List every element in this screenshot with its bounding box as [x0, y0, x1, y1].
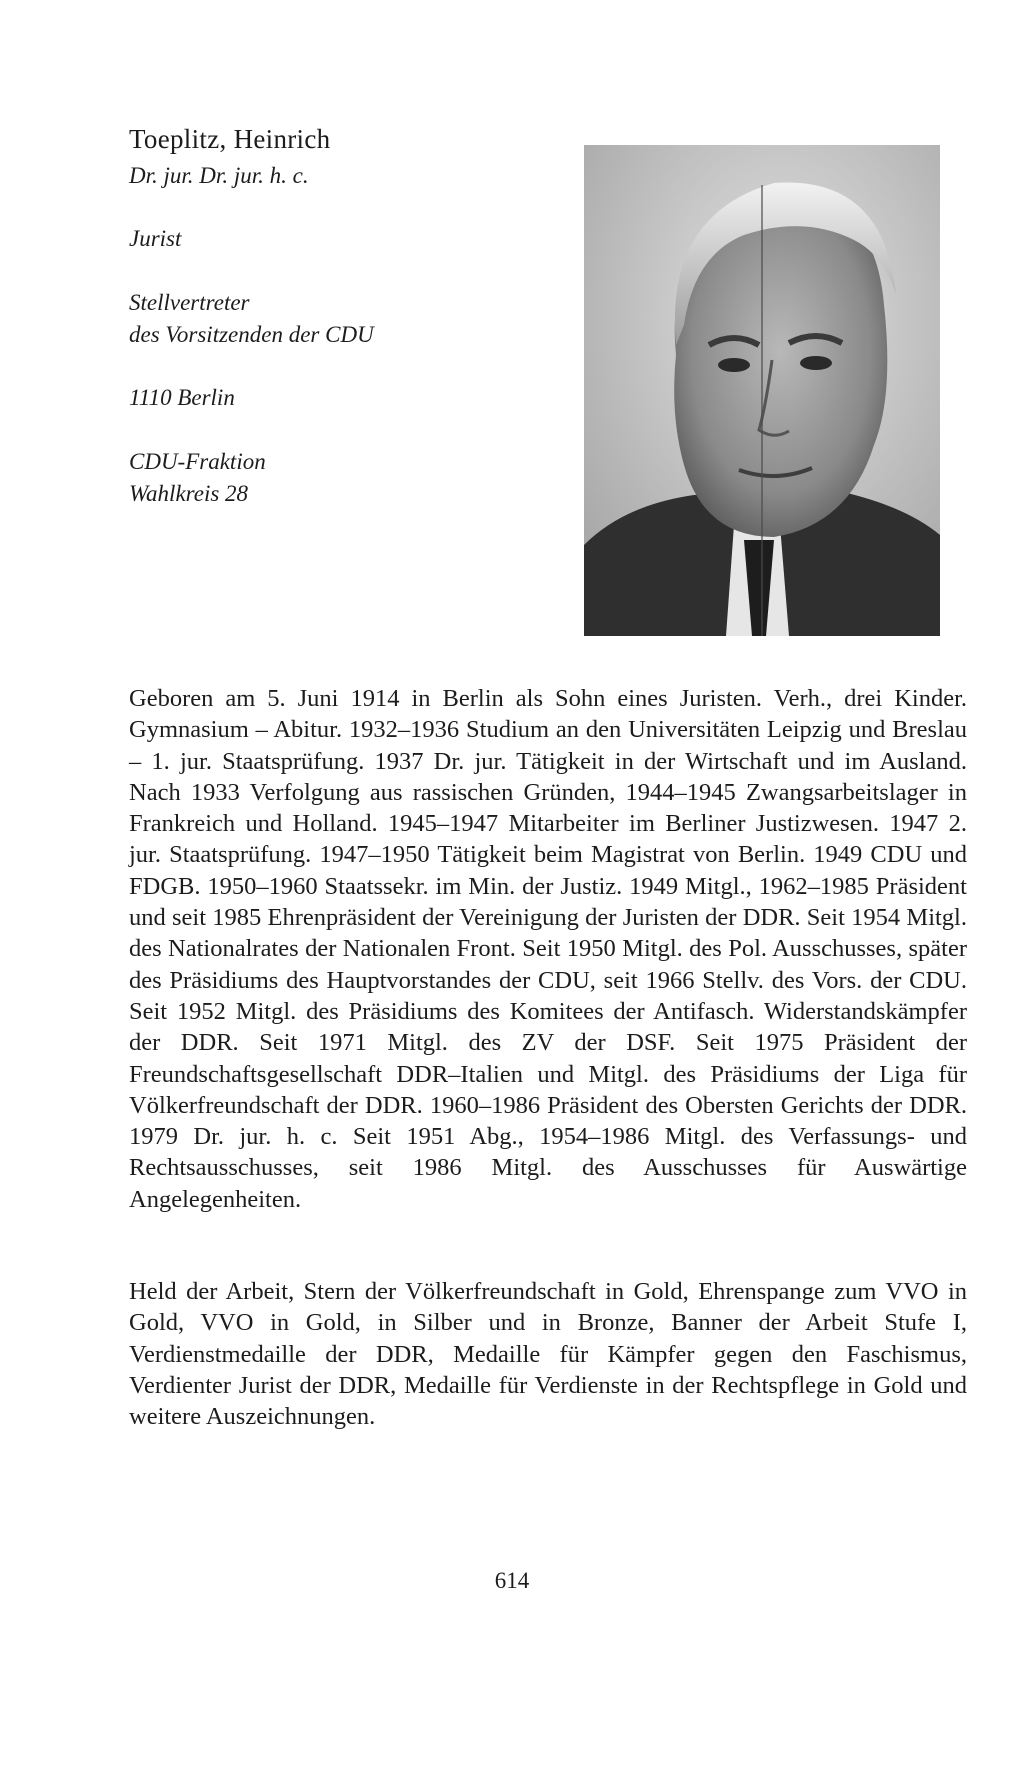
degree-block — [129, 160, 309, 192]
constituency: Wahlkreis 28 — [129, 481, 249, 506]
awards-text: Held der Arbeit, Stern der Völkerfreundschaft in Gold, Ehrenspange zum VVO in Gold, VVO in Gold, in Silber und in Bronze, Banner der Arbeit Stufe I, Verdienstmedaille der DDR, Medaille für Kämpfer gegen den Faschismus, Verdienter Jurist der DDR, Medaille für Verdienste in der Rechtspflege in Gold und weitere Auszeichnungen. — [129, 1278, 967, 1431]
profession-block — [129, 223, 181, 255]
profession: Jurist — [129, 226, 182, 251]
position-line-1: Stellvertreter — [129, 290, 250, 315]
page-number: 614 — [494, 1568, 530, 1593]
position-block — [129, 287, 374, 351]
person-name: Toeplitz, Heinrich — [129, 124, 331, 154]
academic-degree: Dr. jur. Dr. jur. h. c. — [129, 163, 309, 188]
position-line-2: des Vorsitzenden der CDU — [129, 322, 374, 347]
address-block — [129, 382, 235, 414]
faction: CDU-Fraktion — [129, 449, 266, 474]
portrait-photo — [584, 145, 940, 636]
faction-block — [129, 446, 266, 510]
address: 1110 Berlin — [129, 385, 235, 410]
portrait-image — [584, 145, 940, 636]
biography-text: Geboren am 5. Juni 1914 in Berlin als Sohn eines Juristen. Verh., drei Kinder. Gymnasium – Abitur. 1932–1936 Studium an den Universitäten Leipzig und Breslau – 1. jur. Staatsprüfung. 1937 Dr. jur. Tätigkeit in der Wirtschaft und im Ausland. Nach 1933 Verfolgung aus rassischen Gründen, 1944–1945 Zwangsarbeitslager in Frankreich und Holland. 1945–1947 Mitarbeiter im Berliner Justizwesen. 1947 2. jur. Staatsprüfung. 1947–1950 Tätigkeit beim Magistrat von Berlin. 1949 CDU und FDGB. 1950–1960 Staatssekr. im Min. der Justiz. 1949 Mitgl., 1962–1985 Präsident und seit 1985 Ehrenpräsident der Vereinigung der Juristen der DDR. Seit 1954 Mitgl. des Nationalrates der Nationalen Front. Seit 1950 Mitgl. des Pol. Ausschusses, später des Präsidiums des Hauptvorstandes der CDU, seit 1966 Stellv. des Vors. der CDU. Seit 1952 Mitgl. des Präsidiums des Komitees der Antifasch. Widerstandskämpfer der DDR. Seit 1971 Mitgl. des ZV der DSF. Seit 1975 Präsident der Freundschaftsgesellschaft DDR–Italien und Mitgl. des Präsidiums der Liga für Völkerfreundschaft der DDR. 1960–1986 Präsident des Obersten Gerichts der DDR. 1979 Dr. jur. h. c. Seit 1951 Abg., 1954–1986 Mitgl. des Verfassungs- und Rechtsausschusses, seit 1986 Mitgl. des Ausschusses für Auswärtige Angelegenheiten. — [129, 685, 967, 1213]
